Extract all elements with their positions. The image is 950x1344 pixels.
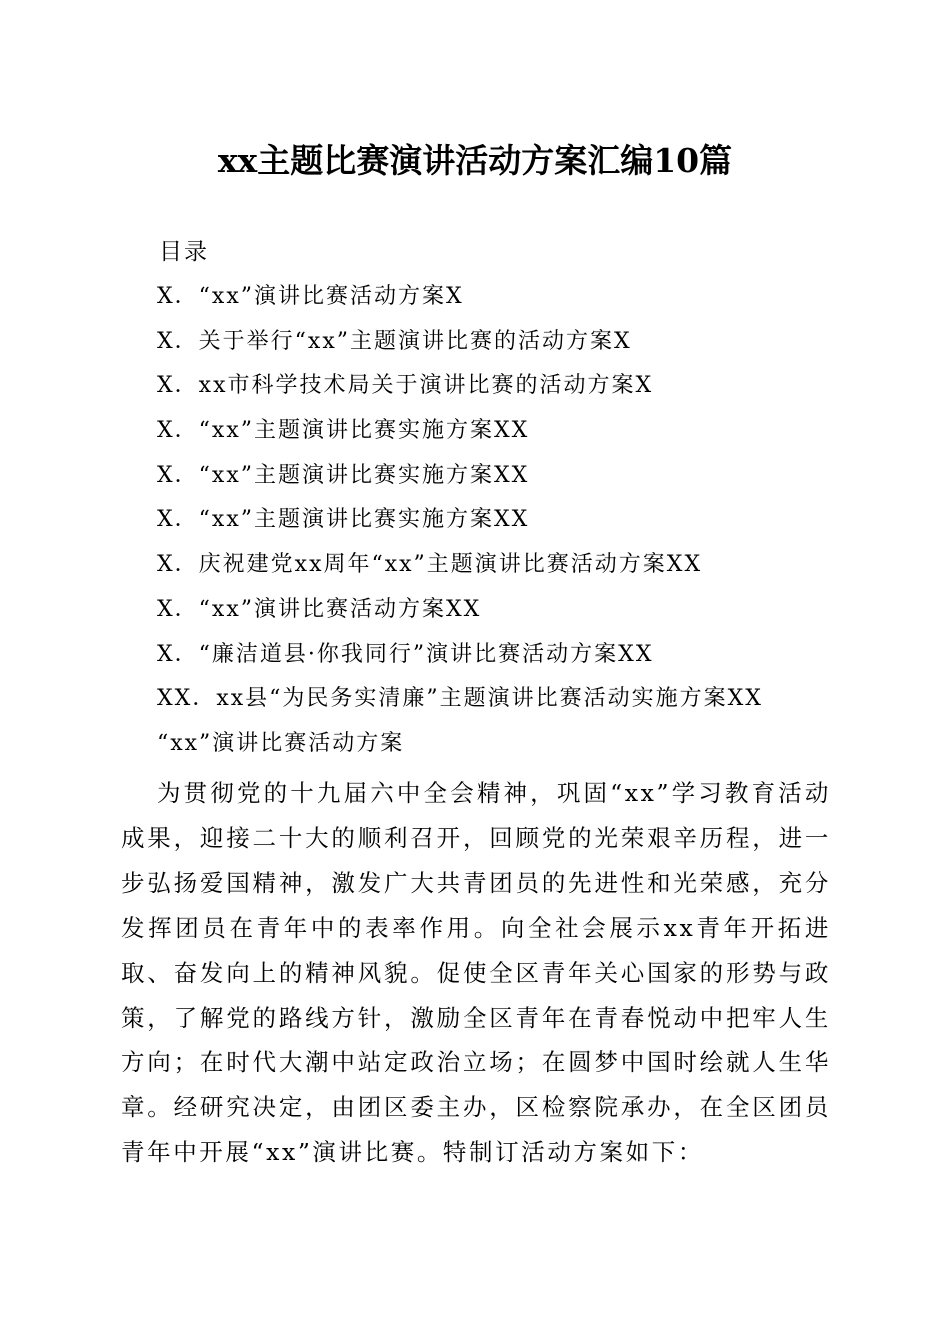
toc-item: X．xx市科学技术局关于演讲比赛的活动方案X: [157, 373, 654, 399]
toc-item: X．关于举行“xx”主题演讲比赛的活动方案X: [157, 328, 632, 354]
toc-item: X．“xx”主题演讲比赛实施方案XX: [157, 462, 530, 488]
toc-item: X．庆祝建党xx周年“xx”主题演讲比赛活动方案XX: [157, 552, 703, 578]
toc-item: X．“xx”主题演讲比赛实施方案XX: [157, 418, 530, 444]
toc-heading: 目录: [159, 239, 209, 265]
toc-item: X．“廉洁道县·你我同行”演讲比赛活动方案XX: [157, 641, 654, 667]
section-title: “xx”演讲比赛活动方案: [157, 731, 405, 756]
toc-item: X．“xx”演讲比赛活动方案X: [157, 284, 464, 309]
body-paragraph: 为贯彻党的十九届六中全会精神，巩固“xx”学习教育活动成果，迎接二十大的顺利召开，回顾党的光荣艰辛历程，进一步弘扬爱国精神，激发广大共青团员的先进性和光荣感，充分发挥团员在青年中的表率作用。向全社会展示xx青年开拓进取、奋发向上的精神风貌。促使全区青年关心国家的形势与政策，了解党的路线方针，激励全区青年在青春悦动中把牢人生方向；在时代大潮中站定政治立场；在圆梦中国时绘就人生华章。经研究决定，由团区委主办，区检察院承办，在全区团员青年中开展“xx”演讲比赛。特制订活动方案如下：: [121, 779, 831, 1167]
table-of-contents: [157, 281, 763, 728]
toc-item: X．“xx”主题演讲比赛实施方案XX: [157, 507, 530, 533]
toc-item: XX．xx县“为民务实清廉”主题演讲比赛活动实施方案XX: [157, 686, 763, 712]
toc-item: X．“xx”演讲比赛活动方案XX: [157, 596, 482, 622]
page-title: xx主题比赛演讲活动方案汇编10篇: [217, 141, 733, 180]
